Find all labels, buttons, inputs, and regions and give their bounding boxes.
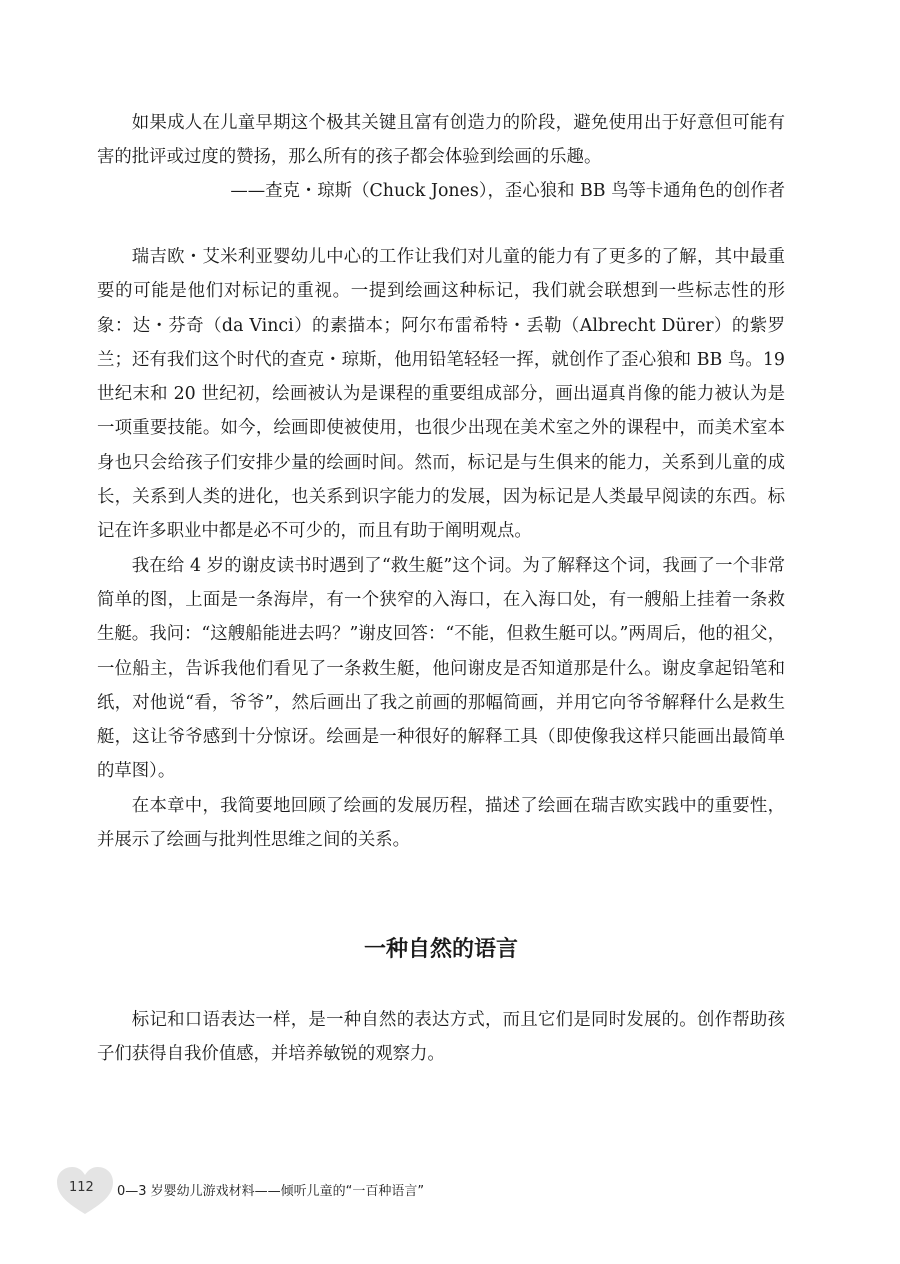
body-text [97, 240, 785, 857]
section-body [97, 1003, 785, 1072]
body-paragraph: 我在给 4 岁的谢皮读书时遇到了“救生艇”这个词。为了解释这个词，我画了一个非常简单的图，上面是一条海岸，有一个狭窄的入海口，在入海口处，有一艘船上挂着一条救生艇。我问：“这艘船能进去吗？”谢皮回答：“不能，但救生艇可以。”两周后，他的祖父，一位船主，告诉我他们看见了一条救生艇，他问谢皮是否知道那是什么。谢皮拿起铅笔和纸，对他说“看，爷爷”，然后画出了我之前画的那幅简画，并用它向爷爷解释什么是救生艇，这让爷爷感到十分惊讶。绘画是一种很好的解释工具（即使像我这样只能画出最简单的草图）。 [97, 555, 785, 782]
running-title: 0—3 岁婴幼儿游戏材料——倾听儿童的“一百种语言” [117, 1184, 425, 1199]
page-number: 112 [69, 1180, 94, 1195]
page-footer [55, 1166, 655, 1216]
section-title: 一种自然的语言 [363, 937, 518, 962]
body-paragraph: 在本章中，我简要地回顾了绘画的发展历程，描述了绘画在瑞吉欧实践中的重要性，并展示了绘画与批判性思维之间的关系。 [97, 795, 785, 851]
epigraph-attribution: ——查克・琼斯（Chuck Jones），歪心狼和 BB 鸟等卡通角色的创作者 [230, 181, 785, 201]
epigraph-quote: 如果成人在儿童早期这个极其关键且富有创造力的阶段，避免使用出于好意但可能有害的批评或过度的赞扬，那么所有的孩子都会体验到绘画的乐趣。 [97, 113, 785, 167]
section-paragraph: 标记和口语表达一样，是一种自然的表达方式，而且它们是同时发展的。创作帮助孩子们获得自我价值感，并培养敏锐的观察力。 [97, 1010, 785, 1065]
body-paragraph: 瑞吉欧・艾米利亚婴幼儿中心的工作让我们对儿童的能力有了更多的了解，其中最重要的可能是他们对标记的重视。一提到绘画这种标记，我们就会联想到一些标志性的形象：达・芬奇（da Vinci）的素描本；阿尔布雷希特・丢勒（Albrecht Dürer）的紫罗兰；还有我们这个时代的查克・琼斯，他用铅笔轻轻一挥，就创作了歪心狼和 BB 鸟。19 世纪末和 20 世纪初，绘画被认为是课程的重要组成部分，画出逼真肖像的能力被认为是一项重要技能。如今，绘画即使被使用，也很少出现在美术室之外的课程中，而美术室本身也只会给孩子们安排少量的绘画时间。然而，标记是与生俱来的能力，关系到儿童的成长，关系到人类的进化，也关系到识字能力的发展，因为标记是人类最早阅读的东西。标记在许多职业中都是必不可少的，而且有助于阐明观点。 [97, 247, 785, 542]
